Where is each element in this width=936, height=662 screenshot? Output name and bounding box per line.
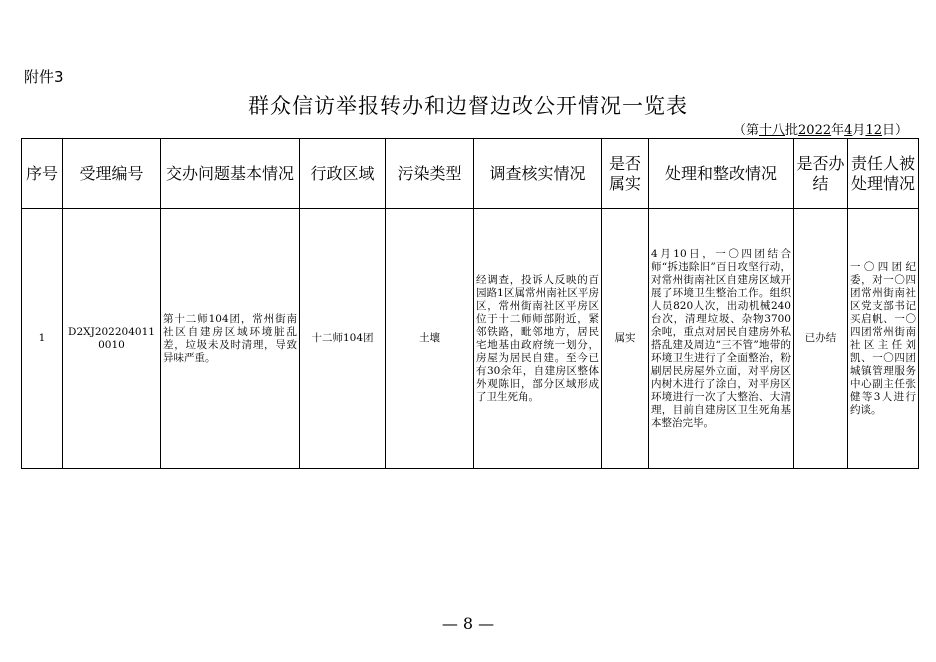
cell-pollution-type: 土壤	[386, 209, 474, 469]
batch-year: 2022	[798, 123, 832, 138]
batch-close: 日）	[881, 123, 908, 138]
header-closed: 是否办结	[794, 139, 848, 209]
cell-verified: 属实	[602, 209, 649, 469]
batch-day: 12	[865, 123, 882, 138]
table-header-row	[22, 139, 919, 209]
batch-mid1: 批	[785, 123, 799, 138]
page-number: — 8 —	[441, 614, 495, 633]
header-investigation: 调查核实情况	[474, 139, 602, 209]
cell-issue: 第十二师104团，常州街南社区自建房区域环境脏乱差，垃圾未及时清理，导致异味严重。	[161, 209, 300, 469]
batch-open: （第	[732, 123, 759, 138]
header-handling: 处理和整改情况	[649, 139, 794, 209]
batch-info	[733, 119, 908, 138]
header-pollution-type: 污染类型	[386, 139, 474, 209]
batch-month: 4	[844, 123, 853, 138]
cell-closed: 已办结	[794, 209, 848, 469]
document-title: 群众信访举报转办和边督边改公开情况一览表	[248, 94, 688, 118]
cell-accountability: 一〇四团纪委，对一〇四团常州街南社区党支部书记买启帆、一〇四团常州街南社区主任刘凯、一〇四团城镇管理服务中心副主任张健等3人进行约谈。	[848, 209, 919, 469]
cell-region: 十二师104团	[300, 209, 386, 469]
petition-table	[21, 138, 919, 469]
batch-mid2: 年	[831, 123, 845, 138]
header-region: 行政区域	[300, 139, 386, 209]
table-row	[22, 209, 919, 469]
header-verified: 是否属实	[602, 139, 649, 209]
cell-seq: 1	[22, 209, 63, 469]
header-seq: 序号	[22, 139, 63, 209]
cell-case-number: D2XJ2022040110010	[63, 209, 161, 469]
batch-number: 十八	[759, 123, 786, 138]
header-accountability: 责任人被处理情况	[848, 139, 919, 209]
cell-investigation: 经调查，投诉人反映的百园路1区属常州南社区平房区，常州街南社区平房区位于十二师师部附近，紧邻铁路，毗邻地方，居民宅地基由政府统一划分，房屋为居民自建。至今已有30余年，自建房区整体外观陈旧，部分区域形成了卫生死角。	[474, 209, 602, 469]
attachment-label: 附件3	[24, 68, 64, 86]
header-issue: 交办问题基本情况	[161, 139, 300, 209]
header-case-number: 受理编号	[63, 139, 161, 209]
batch-mid3: 月	[852, 123, 866, 138]
cell-handling: 4月10日，一〇四团结合师“拆违除旧”百日攻坚行动，对常州街南社区自建房区域开展了环境卫生整治工作。组织人员820人次，出动机械240台次，清理垃圾、杂物3700余吨，重点对居民自建房外私搭乱建及周边“三不管”地带的环境卫生进行了全面整治，粉刷居民房屋外立面，对平房区内树木进行了涂白，对平房区环境进行一次了大整治、大清理，目前自建房区卫生死角基本整治完毕。	[649, 209, 794, 469]
